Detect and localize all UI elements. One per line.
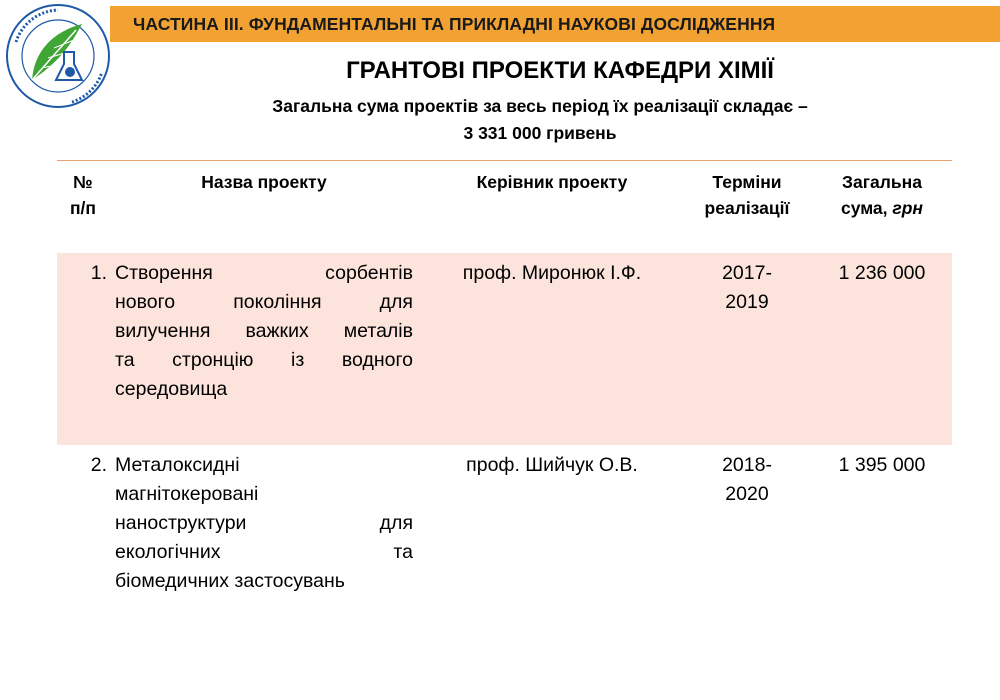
header-sum-line2	[812, 195, 952, 221]
table-row	[57, 253, 952, 445]
table-header	[57, 160, 952, 253]
subtitle-line-1: Загальна сума проектів за весь період їх реалізації складає –	[272, 96, 808, 116]
header-sum-prefix: сума,	[840, 198, 893, 218]
row-number: 2.	[90, 454, 107, 476]
row-sum: 1 395 000	[838, 454, 926, 476]
header-number-line2: п/п	[69, 198, 96, 218]
table-row	[57, 445, 952, 595]
row-terms-end: 2019	[725, 291, 769, 313]
project-name-line: та стронцію із водного	[115, 349, 413, 371]
faculty-logo-icon	[2, 2, 114, 110]
project-name-line: нового покоління для	[115, 291, 413, 313]
row-terms	[697, 259, 797, 317]
grants-table	[57, 160, 952, 595]
row-leader: проф. Шийчук О.В.	[466, 454, 638, 476]
row-number: 1.	[90, 262, 107, 284]
project-name-line: екологічних та	[115, 541, 413, 563]
header-number-line1: №	[73, 172, 93, 192]
header-terms	[687, 169, 807, 221]
project-name-line: середовища	[115, 378, 228, 400]
row-sum: 1 236 000	[838, 262, 926, 284]
row-project-name	[115, 451, 413, 596]
header-number	[57, 169, 109, 221]
page-subtitle	[180, 93, 900, 147]
header-terms-line1: Терміни	[712, 172, 782, 192]
header-sum	[812, 169, 952, 221]
row-project-name	[115, 259, 413, 404]
row-terms	[697, 451, 797, 509]
row-leader: проф. Миронюк І.Ф.	[462, 262, 642, 284]
subtitle-total: 3 331 000 гривень	[463, 123, 617, 143]
row-terms-start: 2018-	[722, 454, 772, 476]
project-name-line: вилучення важких металів	[115, 320, 413, 342]
page-title: ГРАНТОВІ ПРОЕКТИ КАФЕДРИ ХІМІЇ	[346, 57, 774, 84]
header-sum-line1: Загальна	[842, 172, 922, 192]
section-banner-text: ЧАСТИНА ІІІ. ФУНДАМЕНТАЛЬНІ ТА ПРИКЛАДНІ НАУКОВІ ДОСЛІДЖЕННЯ	[133, 13, 776, 34]
row-terms-start: 2017-	[722, 262, 772, 284]
project-name-line: магнітокеровані	[115, 483, 259, 505]
project-name-line: наноструктури для	[115, 512, 413, 534]
project-name-line: Металоксидні	[115, 454, 240, 476]
header-sum-unit: грн	[892, 198, 923, 218]
header-leader: Керівник проекту	[476, 172, 628, 192]
header-project-name: Назва проекту	[201, 172, 327, 192]
header-terms-line2: реалізації	[704, 198, 790, 218]
project-name-line: біомедичних застосувань	[115, 570, 345, 592]
project-name-line: Створення сорбентів	[115, 262, 413, 284]
section-banner	[110, 6, 1000, 42]
row-terms-end: 2020	[725, 483, 769, 505]
